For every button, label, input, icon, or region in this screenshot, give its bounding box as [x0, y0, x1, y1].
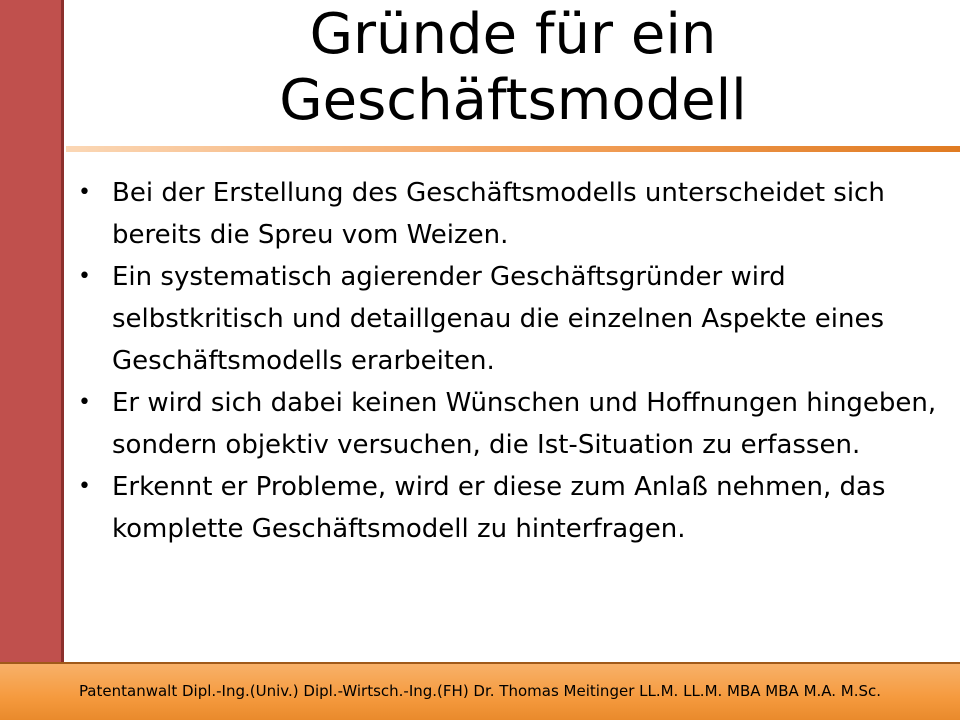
bullet-dot-icon: •: [78, 180, 91, 205]
footer-author-text: Patentanwalt Dipl.-Ing.(Univ.) Dipl.-Wirtsch.-Ing.(FH) Dr. Thomas Meitinger LL.M. LL.M. MBA MBA M.A. M.Sc.: [78, 682, 882, 700]
bullet-text: Bei der Erstellung des Geschäftsmodells unterscheidet sich bereits die Spreu vom Weizen.: [112, 178, 885, 250]
left-accent-bar: [0, 0, 64, 662]
bullet-item: [70, 382, 942, 466]
bullet-item: [70, 256, 942, 382]
slide-title-line-2: Geschäftsmodell: [279, 68, 747, 133]
slide-title-line-1: Gründe für ein: [309, 2, 717, 67]
bullet-text: Erkennt er Probleme, wird er diese zum Anlaß nehmen, das komplette Geschäftsmodell zu hinterfragen.: [112, 472, 886, 544]
footer-band: [0, 662, 960, 720]
bullet-text: Er wird sich dabei keinen Wünschen und Hoffnungen hingeben, sondern objektiv versuchen, die Ist-Situation zu erfassen.: [112, 388, 937, 460]
bullet-dot-icon: •: [78, 474, 91, 499]
bullet-item: [70, 466, 942, 550]
bullet-item: [70, 172, 942, 256]
title-underline-rule: [66, 146, 960, 152]
bullet-list: [70, 172, 942, 550]
bullet-dot-icon: •: [78, 390, 91, 415]
bullet-dot-icon: •: [78, 264, 91, 289]
bullet-text: Ein systematisch agierender Geschäftsgründer wird selbstkritisch und detaillgenau die einzelnen Aspekte eines Geschäftsmodells erarbeiten.: [112, 262, 885, 376]
slide-title: [66, 0, 960, 150]
